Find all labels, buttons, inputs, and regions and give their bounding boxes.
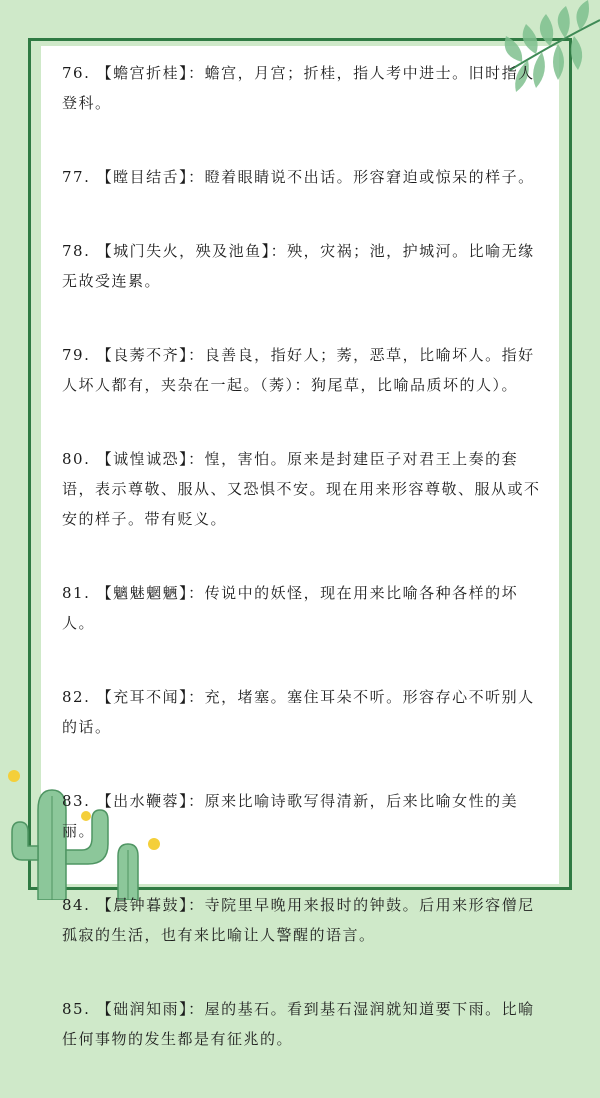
idiom-entry-79: 79. 【良莠不齐】：良善良，指好人；莠，恶草，比喻坏人。指好人坏人都有，夹杂在一起。（莠）：狗尾草，比喻品质坏的人）。	[62, 346, 535, 394]
idiom-list	[62, 58, 542, 1098]
idiom-entry-81: 81. 【魑魅魍魉】：传说中的妖怪，现在用来比喻各种各样的坏人。	[62, 584, 519, 632]
idiom-entry-77: 77. 【瞠目结舌】：瞪着眼睛说不出话。形容窘迫或惊呆的样子。	[62, 168, 535, 186]
idiom-entry-80: 80. 【诚惶诚恐】：惶，害怕。原来是封建臣子对君王上奏的套语，表示尊敬、服从、又恐惧不安。现在用来形容尊敬、服从或不安的样子。带有贬义。	[62, 450, 541, 528]
idiom-entry-82: 82. 【充耳不闻】：充，堵塞。塞住耳朵不听。形容存心不听别人的话。	[62, 688, 535, 736]
idiom-entry-76: 76. 【蟾宫折桂】：蟾宫，月宫；折桂，指人考中进士。旧时指人登科。	[62, 64, 535, 112]
idiom-entry-85: 85. 【础润知雨】：屋的基石。看到基石湿润就知道要下雨。比喻任何事物的发生都是有征兆的。	[62, 1000, 535, 1048]
idiom-entry-78: 78. 【城门失火，殃及池鱼】：殃，灾祸；池，护城河。比喻无缘无故受连累。	[62, 242, 535, 290]
idiom-entry-84: 84. 【晨钟暮鼓】：寺院里早晚用来报时的钟鼓。后用来形容僧尼孤寂的生活，也有来比喻让人警醒的语言。	[62, 896, 535, 944]
idiom-entry-83: 83. 【出水鞭蓉】：原来比喻诗歌写得清新，后来比喻女性的美丽。	[62, 792, 519, 840]
